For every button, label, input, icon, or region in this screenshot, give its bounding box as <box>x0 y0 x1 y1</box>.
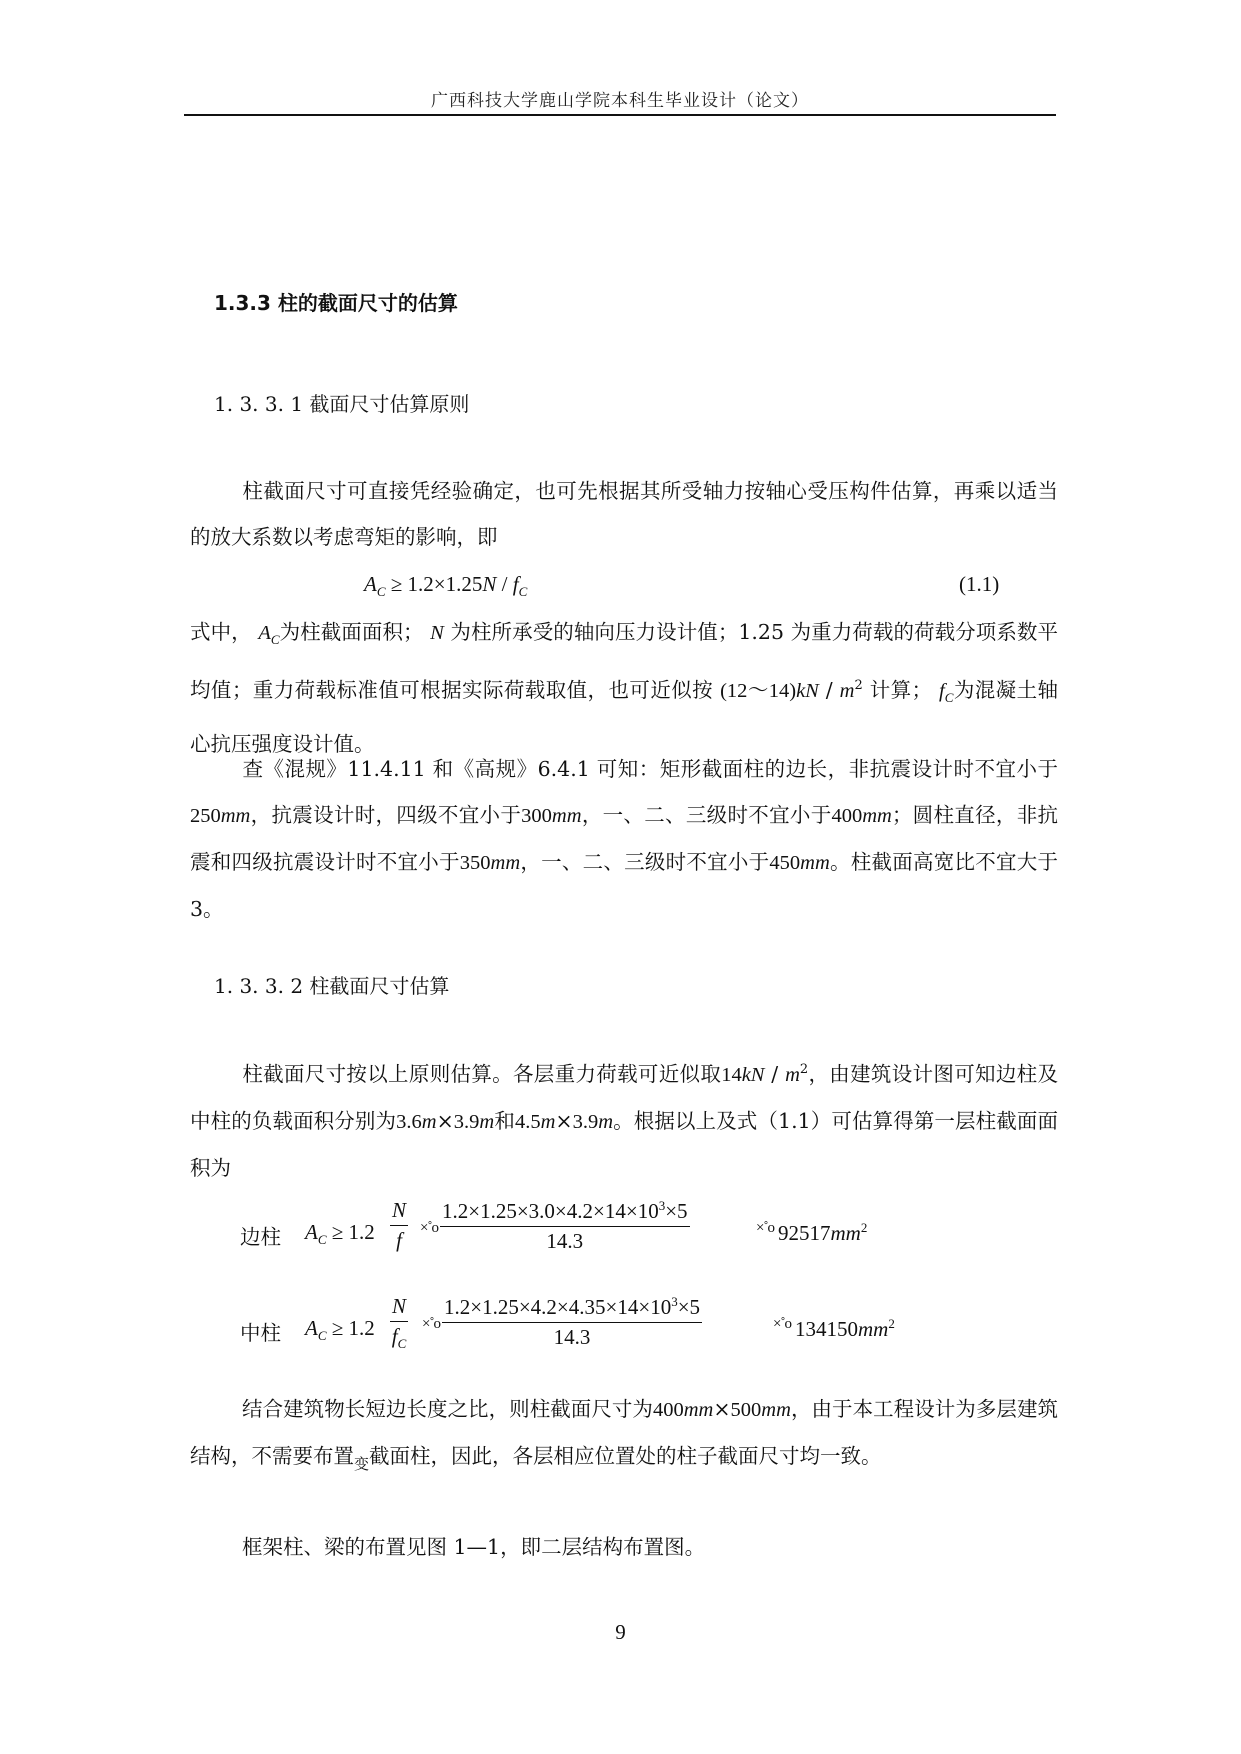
paragraph-figure-ref: 框架柱、梁的布置见图 1—1，即二层结构布置图。 <box>242 1535 706 1559</box>
section-title: 1.3.3 柱的截面尺寸的估算 <box>214 291 458 315</box>
page-header: 广西科技大学鹿山学院本科生毕业设计（论文） <box>431 91 809 111</box>
paragraph-code-limits: 查《混规》11.4.11 和《高规》6.4.1 可知：矩形截面柱的边长，非抗震设计时不宜小于250mm，抗震设计时，四级不宜小于300mm，一、二、三级时不宜小于400mm；圆柱直径，非抗震和四级抗震设计时不宜小于350mm，一、二、三级时不宜小于450mm。柱截面高宽比不宜大于 3。 <box>190 757 1059 921</box>
formula-edge-column: 边柱 $A_C \ge 1.2$ N f ×˚o $1.2\times 1.25\times 3.0\times 4.2\times 14\times 10^3\times 5$ 14.3 ×˚o $92517mm^2$ <box>240 1198 868 1253</box>
subsection-title-1: 1. 3. 3. 1 截面尺寸估算原则 <box>214 392 470 416</box>
header-rule <box>184 114 1056 116</box>
equation-1: $A_C \ge 1.2\times 1.25N / f_C$ <box>364 572 528 600</box>
paragraph-notation: 式中， $A_C$为柱截面面积； N 为柱所承受的轴向压力设计值；1.25 为重力荷载的荷载分项系数平均值；重力荷载标准值可根据实际荷载取值，也可近似按 (12～14)kN / $m^2$ 计算； $f_C$为混凝土轴心抗压强度设计值。 <box>190 620 1059 757</box>
equation-number: (1.1) <box>959 572 1000 596</box>
formula-middle-column: 中柱 $A_C \ge 1.2$ N $f_C$ ×˚o $1.2\times 1.25\times 4.2\times 4.35\times 14\times 10^3\times 5$ 14.3 ×˚o $134150mm^2$ <box>240 1294 895 1352</box>
paragraph-principle: 柱截面尺寸可直接凭经验确定，也可先根据其所受轴力按轴心受压构件估算，再乘以适当的放大系数以考虑弯矩的影响，即 <box>190 479 1058 549</box>
paragraph-conclusion: 结合建筑物长短边长度之比，则柱截面尺寸为400mm×500mm，由于本工程设计为多层建筑结构，不需要布置$_变$截面柱，因此，各层相应位置处的柱子截面尺寸均一致。 <box>190 1397 1058 1473</box>
paragraph-estimation: 柱截面尺寸按以上原则估算。各层重力荷载可近似取$14kN / m^2$，由建筑设计图可知边柱及中柱的负载面积分别为3.6m×3.9m和4.5m×3.9m。根据以上及式（1.1）可估算得第一层柱截面面积为 <box>190 1061 1058 1180</box>
page-number: 9 <box>615 1620 626 1644</box>
subsection-title-2: 1. 3. 3. 2 柱截面尺寸估算 <box>214 974 450 998</box>
